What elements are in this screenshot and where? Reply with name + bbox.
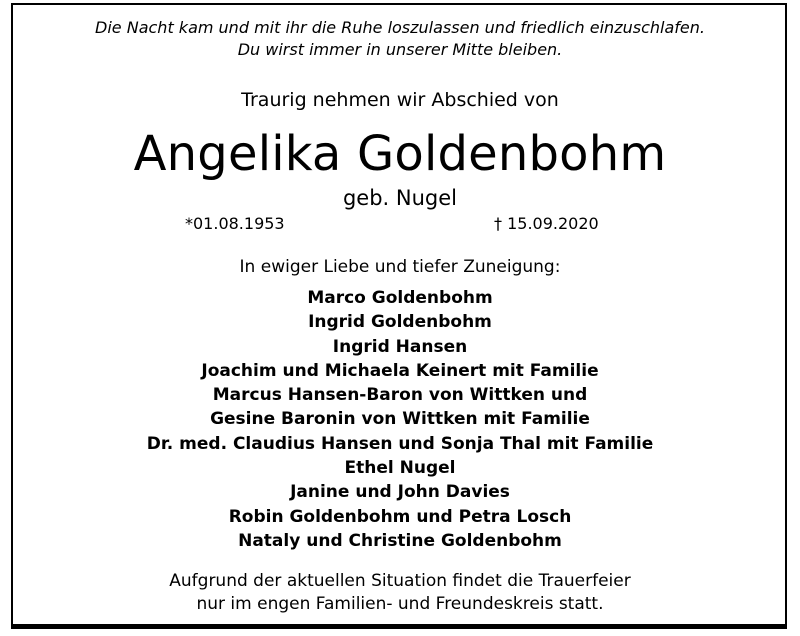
funeral-note-line-1: Aufgrund der aktuellen Situation findet die Trauerfeier xyxy=(169,571,631,591)
motto-line-1: Die Nacht kam und mit ihr die Ruhe loszulassen und friedlich einzuschlafen. xyxy=(95,18,705,37)
dedication-text: In ewiger Liebe und tiefer Zuneigung: xyxy=(239,257,561,277)
mourner-name: Marcus Hansen-Baron von Wittken und xyxy=(212,385,588,406)
mourner-name: Marco Goldenbohm xyxy=(307,288,493,308)
maiden-name: geb. Nugel xyxy=(342,186,458,210)
mourner-name: Joachim und Michaela Keinert mit Familie xyxy=(201,360,599,381)
mourner-name: Nataly und Christine Goldenbohm xyxy=(238,530,562,551)
funeral-note-line-2: nur im engen Familien- und Freundeskreis statt. xyxy=(196,594,604,614)
motto-line-2: Du wirst immer in unserer Mitte bleiben. xyxy=(237,40,563,59)
mourner-name: Ethel Nugel xyxy=(344,458,456,479)
mourner-name: Janine und John Davies xyxy=(290,482,510,503)
mourners-list xyxy=(0,286,800,553)
birth-date: *01.08.1953 xyxy=(185,214,285,233)
mourner-name: Ingrid Goldenbohm xyxy=(308,312,492,333)
mourner-name: Gesine Baronin von Wittken mit Familie xyxy=(210,409,590,430)
deceased-name: Angelika Goldenbohm xyxy=(133,126,667,182)
mourner-name: Robin Goldenbohm und Petra Losch xyxy=(228,506,572,527)
mourner-name: Ingrid Hansen xyxy=(332,336,468,357)
intro-text: Traurig nehmen wir Abschied von xyxy=(241,89,559,111)
death-date: † 15.09.2020 xyxy=(494,214,599,233)
mourner-name: Dr. med. Claudius Hansen und Sonja Thal mit Familie xyxy=(146,433,654,454)
